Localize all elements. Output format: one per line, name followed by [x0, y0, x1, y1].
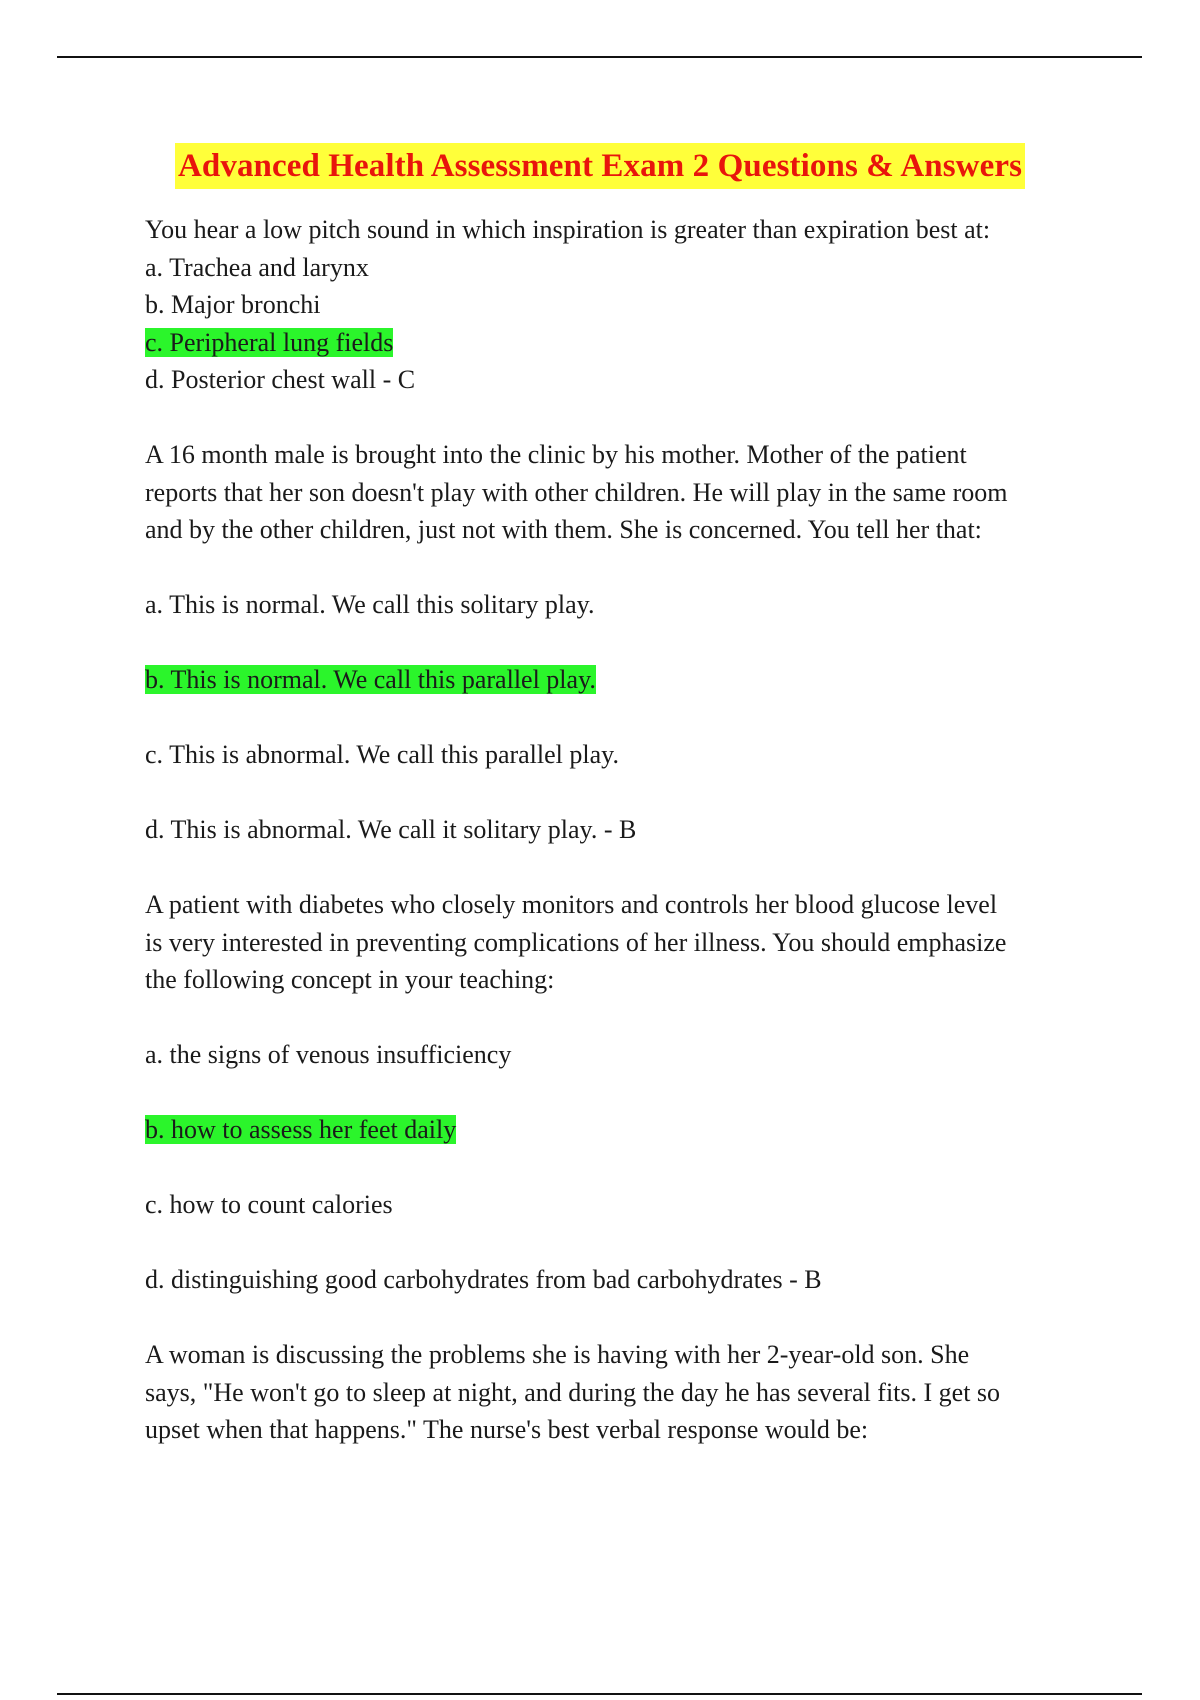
- question-stem: A patient with diabetes who closely monitors and controls her blood glucose level: [145, 890, 998, 919]
- question-block: [145, 211, 1095, 399]
- footer-rule: [57, 1693, 1142, 1695]
- question-stem: says, "He won't go to sleep at night, and during the day he has several fits. I get so: [145, 1377, 1001, 1407]
- answer-option: c. how to count calories: [145, 1190, 393, 1219]
- question-block: [145, 886, 1095, 1299]
- correct-answer-highlight: b. This is normal. We call this parallel play.: [145, 665, 596, 694]
- answer-option: a. the signs of venous insufficiency: [145, 1040, 512, 1069]
- answer-option-correct: [145, 661, 1095, 699]
- question-stem: the following concept in your teaching:: [145, 965, 555, 994]
- answer-option-correct: [145, 324, 1095, 362]
- question-stem: A 16 month male is brought into the clinic by his mother. Mother of the patient: [145, 440, 967, 469]
- correct-answer-highlight: b. how to assess her feet daily: [145, 1115, 457, 1144]
- answer-option: a. This is normal. We call this solitary play.: [145, 590, 595, 619]
- correct-answer-highlight: c. Peripheral lung fields: [145, 327, 394, 357]
- question-stem: is very interested in preventing complications of her illness. You should emphasize: [145, 927, 1007, 957]
- header-rule: [57, 56, 1142, 58]
- answer-option: d. distinguishing good carbohydrates from bad carbohydrates - B: [145, 1265, 822, 1294]
- answer-option: a. Trachea and larynx: [145, 252, 369, 282]
- answer-option-correct: [145, 1111, 1095, 1149]
- document-body: [145, 211, 1095, 1449]
- document-title: Advanced Health Assessment Exam 2 Questions & Answers: [175, 143, 1025, 189]
- question-stem: upset when that happens." The nurse's best verbal response would be:: [145, 1415, 869, 1444]
- question-stem: A woman is discussing the problems she is having with her 2-year-old son. She: [145, 1340, 970, 1369]
- question-stem: and by the other children, just not with them. She is concerned. You tell her that:: [145, 515, 982, 544]
- answer-option: c. This is abnormal. We call this parallel play.: [145, 740, 619, 769]
- question-block: [145, 436, 1095, 849]
- answer-option: d. This is abnormal. We call it solitary play. - B: [145, 815, 637, 844]
- title-container: [0, 143, 1200, 189]
- question-stem: You hear a low pitch sound in which inspiration is greater than expiration best at:: [145, 215, 991, 244]
- question-block: [145, 1336, 1095, 1449]
- answer-option: b. Major bronchi: [145, 290, 321, 319]
- question-stem: reports that her son doesn't play with other children. He will play in the same room: [145, 477, 1008, 507]
- answer-option: d. Posterior chest wall - C: [145, 365, 416, 394]
